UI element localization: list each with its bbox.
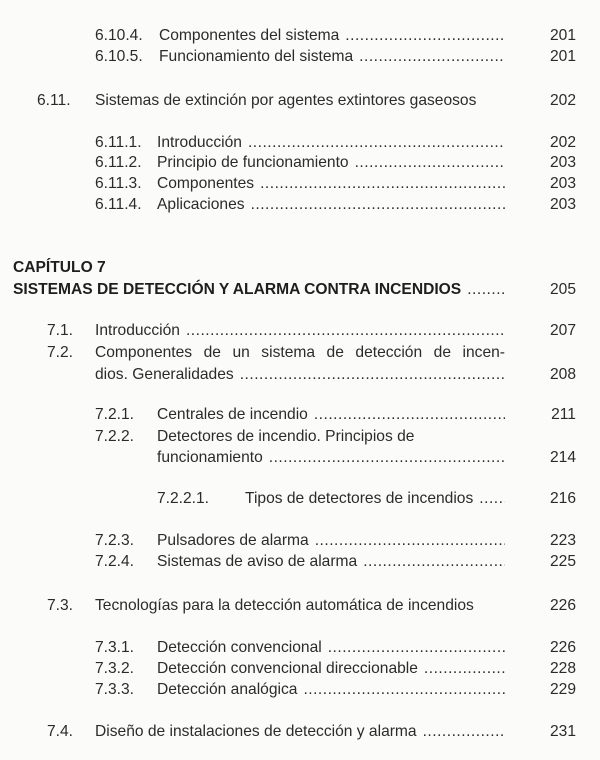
entry-title-text: Detección analógica [157,681,298,698]
entry-title-text: Tipos de detectores de incendios [245,490,474,507]
entry-page: 201 [549,27,576,44]
dot-leader [240,365,505,385]
entry-number: 7.2.1. [95,406,135,423]
entry-number: 6.11. [37,92,71,109]
entry-page: 211 [551,406,576,423]
entry-page: 203 [549,196,576,213]
entry-number: 7.3.1. [95,639,135,656]
entry-page: 228 [549,660,576,677]
entry-title-line1 [95,343,505,363]
toc-entry-7-3 [0,596,600,616]
toc-entry-7-1 [0,321,600,341]
dot-leader [363,552,505,572]
entry-title-text: Detección convencional [157,639,322,656]
toc-entry-7-2-2-cont [0,448,600,468]
entry-title-text: Componentes del sistema [159,27,340,44]
entry-title [95,722,505,742]
entry-title-text: Componentes de un sistema de detección de incen- [95,344,505,361]
toc-entry-6-11-3 [0,174,600,194]
entry-title [157,638,505,658]
entry-title [157,680,505,700]
entry-page: 201 [549,48,576,65]
toc-entry-7-2-cont [0,365,600,385]
entry-title-text: Introducción [95,322,180,339]
entry-title [157,531,505,551]
dot-leader [359,47,505,67]
entry-page: 214 [549,449,576,466]
chapter-title [13,280,505,300]
entry-number: 6.10.5. [95,48,143,65]
entry-title [157,552,505,572]
dot-leader [345,26,505,46]
dot-leader [479,489,505,509]
entry-page: 202 [549,92,576,109]
entry-title [157,195,505,215]
entry-page: 223 [549,532,576,549]
toc-entry-6-11-4 [0,195,600,215]
entry-page: 226 [549,639,576,656]
entry-page: 203 [549,154,576,171]
chapter-label [0,258,600,278]
entry-title-text: Sistemas de aviso de alarma [157,553,358,570]
toc-entry-7-2-1 [0,405,600,425]
entry-page: 216 [549,490,576,507]
entry-number: 7.4. [47,723,74,740]
entry-number: 7.2.4. [95,553,135,570]
entry-title [157,133,505,153]
entry-number: 6.11.4. [95,196,142,213]
dot-leader [423,722,505,742]
entry-title-text: Diseño de instalaciones de detección y alarma [95,723,417,740]
entry-title [159,26,505,46]
dot-leader [248,133,505,153]
entry-page: 225 [549,553,576,570]
toc-entry-6-11-1 [0,133,600,153]
entry-page: 207 [549,322,576,339]
entry-page: 205 [549,281,576,298]
chapter-title-text: SISTEMAS DE DETECCIÓN Y ALARMA CONTRA INCENDIOS [13,281,462,298]
entry-title-text: Aplicaciones [157,196,245,213]
entry-number: 6.10.4. [95,27,143,44]
entry-title-text: Detección convencional direccionable [157,660,418,677]
entry-page: 208 [549,366,576,383]
entry-title [157,405,505,425]
toc-chapter-7 [0,280,600,300]
toc-entry-7-2-2 [0,427,600,447]
entry-page: 229 [549,681,576,698]
toc-entry-7-2-4 [0,552,600,572]
entry-page: 226 [549,597,576,614]
entry-page: 231 [549,723,576,740]
dot-leader [355,153,505,173]
toc-entry-6-10-4 [0,26,600,46]
toc-entry-7-2-2-1 [0,489,600,509]
entry-number: 6.11.2. [95,154,142,171]
dot-leader [186,321,505,341]
entry-title [95,596,505,616]
toc-entry-7-2-3 [0,531,600,551]
entry-number: 7.3.3. [95,681,135,698]
entry-title-text: Detectores de incendio. Principios de [157,428,415,445]
entry-number: 7.3. [47,597,74,614]
toc-entry-7-3-3 [0,680,600,700]
entry-title-text: funcionamiento [157,449,263,466]
toc-entry-7-3-1 [0,638,600,658]
entry-title-text: Funcionamiento del sistema [159,48,354,65]
entry-title-text: Tecnologías para la detección automática de incendios [95,597,474,614]
entry-title [159,47,505,67]
dot-leader [315,531,505,551]
entry-number: 7.2. [47,344,74,361]
dot-leader [424,659,505,679]
entry-title [157,174,505,194]
toc-entry-6-11 [0,91,600,111]
entry-title [157,659,505,679]
toc-entry-7-4 [0,722,600,742]
entry-title [95,321,505,341]
dot-leader [328,638,505,658]
entry-number: 7.2.3. [95,532,135,549]
entry-number: 6.11.1. [95,134,142,151]
entry-title-text: Principio de funcionamiento [157,154,349,171]
entry-title-text: Sistemas de extinción por agentes extintores gaseosos [95,92,477,109]
dot-leader [251,195,505,215]
dot-leader [467,280,505,300]
dot-leader [260,174,505,194]
dot-leader [314,405,505,425]
entry-number: 7.1. [47,322,74,339]
dot-leader [269,448,505,468]
entry-title-line2 [95,365,505,385]
toc-entry-6-11-2 [0,153,600,173]
entry-title [245,489,505,509]
entry-title-text: Pulsadores de alarma [157,532,309,549]
entry-number: 7.3.2. [95,660,135,677]
entry-number: 6.11.3. [95,175,142,192]
dot-leader [303,680,505,700]
toc-entry-7-2 [0,343,600,363]
entry-title-text: dios. Generalidades [95,366,234,383]
toc-entry-6-10-5 [0,47,600,67]
entry-page: 202 [549,134,576,151]
entry-title-text: Introducción [157,134,242,151]
entry-title-line2 [157,448,505,468]
entry-title [157,153,505,173]
entry-title-line1 [157,427,505,447]
entry-title-text: Componentes [157,175,255,192]
entry-number: 7.2.2.1. [157,490,210,507]
entry-number: 7.2.2. [95,428,135,445]
entry-title [95,91,505,111]
toc-entry-7-3-2 [0,659,600,679]
entry-title-text: Centrales de incendio [157,406,308,423]
chapter-number: CAPÍTULO 7 [13,259,106,276]
entry-page: 203 [549,175,576,192]
